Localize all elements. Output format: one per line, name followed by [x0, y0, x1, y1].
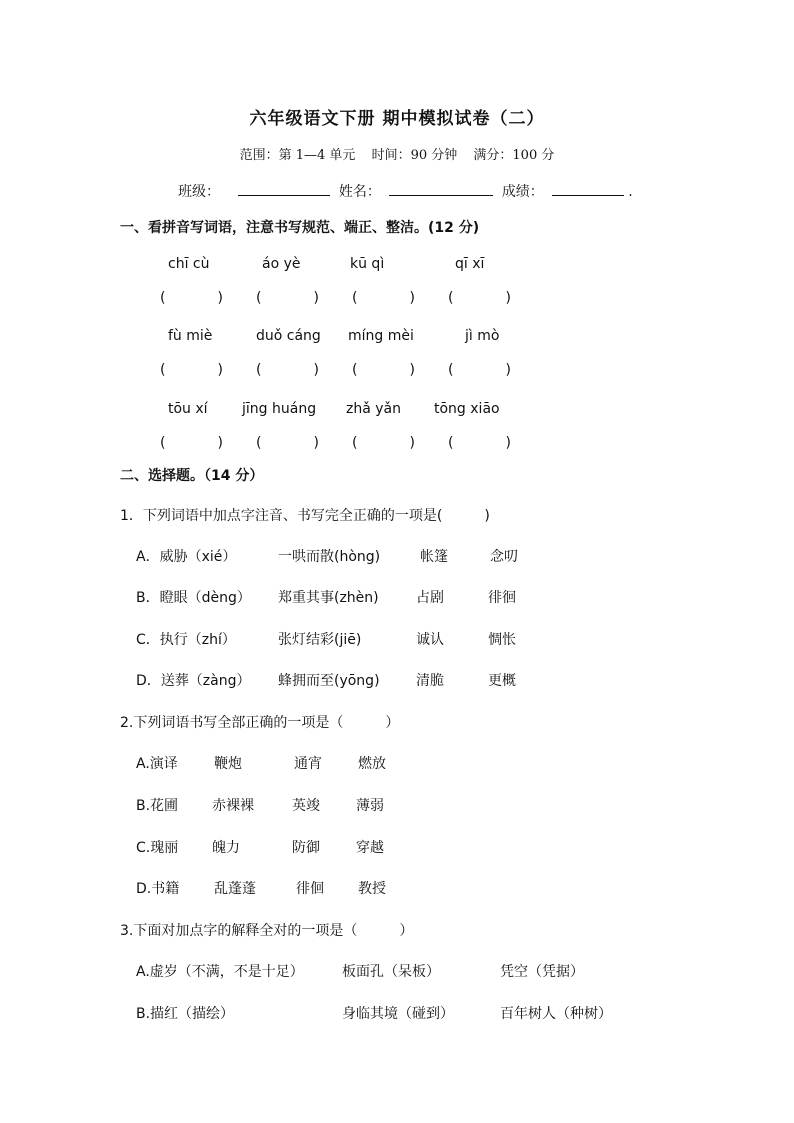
q1-option-item: 张灯结彩(jiē): [278, 632, 362, 648]
q2-option-item: 徘佪: [296, 881, 324, 897]
q2-option-item: 防御: [292, 840, 320, 856]
answer-box[interactable]: ( ): [352, 435, 415, 451]
answer-box[interactable]: ( ): [256, 435, 319, 451]
q1-option-d[interactable]: D．送葬（zàng）: [136, 673, 251, 689]
q3-option-item: 百年树人（种树）: [500, 1006, 612, 1022]
pinyin-item: fù miè: [168, 328, 213, 344]
q1-option-item: 占剧: [416, 590, 444, 606]
question-1-stem: 1．下列词语中加点字注音、书写完全正确的一项是( ): [120, 508, 490, 524]
q1-option-item: 念叨: [490, 549, 518, 565]
pinyin-item: zhǎ yǎn: [346, 401, 401, 417]
pinyin-item: áo yè: [262, 256, 301, 272]
exam-time: 时间：90 分钟: [371, 148, 458, 163]
q2-option-a[interactable]: A.演译: [136, 756, 178, 772]
answer-box[interactable]: ( ): [160, 362, 223, 378]
q1-option-item: 徘徊: [488, 590, 516, 606]
grade-label: 成绩：: [501, 184, 544, 200]
q1-option-a[interactable]: A．威胁（xié）: [136, 549, 237, 565]
q1-option-item: 诚认: [416, 632, 444, 648]
end-mark: .: [628, 184, 633, 200]
q2-option-b[interactable]: B.花圃: [136, 798, 179, 814]
name-blank[interactable]: [389, 181, 493, 196]
q2-option-item: 赤裸裸: [212, 798, 254, 814]
q1-option-b[interactable]: B．瞪眼（dèng）: [136, 590, 251, 606]
class-blank[interactable]: [238, 181, 330, 196]
pinyin-item: qī xī: [455, 256, 485, 272]
q3-option-a[interactable]: A.虚岁（不满，不是十足）: [136, 964, 304, 980]
q2-option-item: 穿越: [356, 840, 384, 856]
pinyin-item: tōng xiāo: [434, 401, 500, 417]
pinyin-item: míng mèi: [348, 328, 414, 344]
name-label: 姓名：: [338, 184, 381, 200]
pinyin-item: chī cù: [168, 256, 210, 272]
section-2-heading: 二、选择题。（14 分）: [120, 468, 264, 484]
q2-option-item: 英竣: [292, 798, 320, 814]
pinyin-item: jīng huáng: [242, 401, 317, 417]
q3-option-item: 凭空（凭据）: [500, 964, 584, 980]
page-title: 六年级语文下册 期中模拟试卷（二）: [249, 109, 545, 129]
q2-option-item: 燃放: [358, 756, 386, 772]
q1-option-item: 帐篷: [420, 549, 448, 565]
q1-option-item: 一哄而散(hòng): [278, 549, 381, 565]
answer-box[interactable]: ( ): [352, 362, 415, 378]
exam-score: 满分：100 分: [473, 148, 555, 163]
q1-option-c[interactable]: C．执行（zhí）: [136, 632, 236, 648]
pinyin-item: kū qì: [350, 256, 385, 272]
q2-option-item: 鞭炮: [214, 756, 242, 772]
q1-option-item: 更概: [488, 673, 516, 689]
q2-option-item: 薄弱: [356, 798, 384, 814]
answer-box[interactable]: ( ): [160, 435, 223, 451]
answer-box[interactable]: ( ): [448, 435, 511, 451]
question-3-stem: 3.下面对加点字的解释全对的一项是（ ）: [120, 923, 414, 939]
answer-box[interactable]: ( ): [256, 290, 319, 306]
q2-option-item: 通宵: [294, 756, 322, 772]
q2-option-item: 乱蓬蓬: [214, 881, 256, 897]
q3-option-item: 板面孔（呆板）: [342, 964, 440, 980]
q1-option-item: 郑重其事(zhèn): [278, 590, 379, 606]
q2-option-c[interactable]: C.瑰丽: [136, 840, 179, 856]
q1-option-item: 惆怅: [488, 632, 516, 648]
answer-box[interactable]: ( ): [352, 290, 415, 306]
q1-option-item: 蜂拥而至(yōng): [278, 673, 380, 689]
q1-option-item: 清脆: [416, 673, 444, 689]
q2-option-d[interactable]: D.书籍: [136, 881, 180, 897]
answer-box[interactable]: ( ): [160, 290, 223, 306]
pinyin-item: tōu xí: [168, 401, 208, 417]
question-2-stem: 2.下列词语书写全部正确的一项是（ ）: [120, 715, 400, 731]
section-1-heading: 一、看拼音写词语，注意书写规范、端正、整洁。(12 分): [120, 220, 480, 236]
student-info-line: [178, 181, 633, 201]
exam-range: 范围：第 1—4 单元: [239, 148, 356, 163]
answer-box[interactable]: ( ): [256, 362, 319, 378]
answer-box[interactable]: ( ): [448, 362, 511, 378]
q3-option-b[interactable]: B.描红（描绘）: [136, 1006, 235, 1022]
answer-box[interactable]: ( ): [448, 290, 511, 306]
q3-option-item: 身临其境（碰到）: [342, 1006, 454, 1022]
grade-blank[interactable]: [552, 181, 624, 196]
q2-option-item: 魄力: [212, 840, 240, 856]
pinyin-item: jì mò: [465, 328, 500, 344]
pinyin-item: duǒ cáng: [256, 328, 321, 344]
q2-option-item: 教授: [358, 881, 386, 897]
class-label: 班级：: [178, 184, 220, 200]
exam-meta: [0, 144, 794, 163]
